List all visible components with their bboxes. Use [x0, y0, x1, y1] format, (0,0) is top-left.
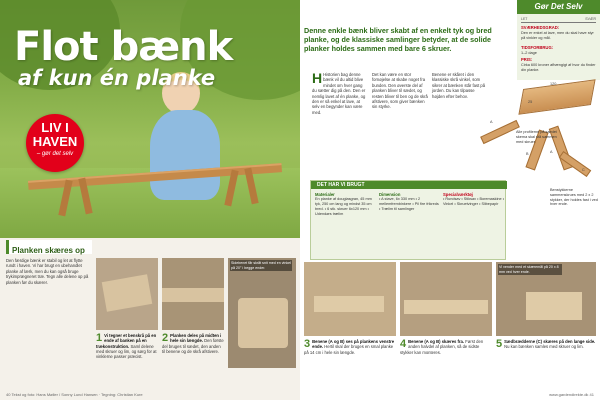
right-page: Denne enkle bænk bliver skabt af en enkelt tyk og bred planke, og de klassiske samlinger betyder, at de solide planker holdes sammen med bare 6 skruer. H Historien bag denne bænk vil du altid blive mindet om hver gang du sætter dig på den. Den er nemlig lavet af én planke, og den er så enkel at lave, at selv en begynder kan være med. Det kan være en stor fornøjelse at skabe noget fra bunden. Den øverste del af planken bliver til sædet, og resten bliver til ben og de skrå afstivere, som giver bænken sin styrke. Benene er skåret i den klassiske skrå vinkel, som sikrer at bænken står fast på jorden. Du kan tilpasse højden efter behov. Gør Det Selv LET SVÆR SVÆRHEDSGRAD: Den er enkel at lave, men du skal have styr på vinkler og mål. TIDSFORBRUG: 1–2 dage PRIS: Cirka 600 kroner afhængigt af hvor du finder din planke. 120 25 A B A C Alle profilerne på samlet skema skal stå sammen med skruer. Benstykkerne sammenskrues med 2 x 2 stykker, der holdes fast i ved hver ende. DET HAR VI BRUGT Materialer En planke af douglasgran, 45 mm tyk, 250 cm lang og mindst 35 cm bred. • 6 stk. skruer 6x120 mm • Udendørs trælim Dimension • A stave, 6x 330 mm • 2 mellemfrembinkere • Pil fire frikreds • Trælim til samlinger Specialværktøj • Rundsav • Stiksav • Boremaskine • Vinkel • Skruetvinger • Slibepapir 3 Benene (A og B) ses på plankens venstre ende. Hertil skal der bruges en smal planke på 14 cm i hele sin længde. 4 Benene (A og B) skæres fra. Først den anden halvdel af planken, så de sidste stykker kan monteres. Vi vender med et skæremål på 20 x 8 mm ved hver ende. 5 Sædbrædderne (C) skæres på den lange side. Nu kan bænken samles med skruer og lim. www.gardendirekte.dk 41 — [300, 0, 600, 400]
time-info: TIDSFORBRUG: 1–2 dage — [521, 45, 554, 55]
section-title: Planken skæres op — [6, 240, 92, 254]
tools-col: Specialværktøj • Rundsav • Stiksav • Boremaskine • Vinkel • Skruetvinger • Slibepapir — [443, 192, 505, 206]
step-2: 2 Planken deles på midten i hele sin længde. Den første del bruges til sædet, den anden til benene og de skrå afstivere. — [162, 258, 224, 386]
step-4-photo — [400, 262, 492, 336]
intro-text: Den færdige bænk er stabil og let at flytte rundt i haven. Vi har brugt en ubehandlet planke af lærk, men du kan også bruge trykimprægneret træ. Tegn alle delene op på planken før du skærer. — [6, 258, 89, 285]
step-5-photo: Vi vender med et skæremål på 20 x 8 mm ved hver ende. — [496, 262, 596, 336]
step-1-photo — [96, 258, 158, 330]
sidebar-tag: Gør Det Selv — [517, 0, 600, 14]
diagram-note-1: Alle profilerne på samlet skema skal stå sammen med skruer. — [516, 130, 557, 144]
diagram-note-2: Benstykkerne sammenskrues med 2 x 2 stykker, der holdes fast i ved hver ende. — [550, 188, 598, 207]
section-badge: LIV I HAVEN – gør det selv — [26, 114, 84, 172]
body-column-1: H Historien bag denne bænk vil du altid blive mindet om hver gang du sætter dig på den. Den er nemlig lavet af én planke, og den er så enkel at lave, at selv en begynder kan være med. — [312, 70, 366, 115]
step-4: 4 Benene (A og B) skæres fra. Først den anden halvdel af planken, så de sidste stykker kan monteres. — [400, 262, 492, 390]
step-3: 3 Benene (A og B) ses på plankens venstre ende. Hertil skal der bruges en smal planke på 14 cm i hele sin længde. — [304, 262, 396, 390]
body-column-2: Det kan være en stor fornøjelse at skabe noget fra bunden. Den øverste del af planken bliver til sædet, og resten bliver til ben og de skrå afstivere, som giver bænken sin styrke. — [372, 72, 428, 110]
headline: Flot bænk — [14, 24, 233, 70]
materials-box — [310, 180, 506, 260]
hero-photo — [0, 0, 300, 238]
step-5: Vi vender med et skæremål på 20 x 8 mm ved hver ende. 5 Sædbrædderne (C) skæres på den lange side. Nu kan bænken samles med skruer og lim. — [496, 262, 596, 390]
price-info: PRIS: Cirka 600 kroner afhængigt af hvor du finder din planke. — [521, 57, 596, 72]
step-3-photo — [304, 262, 396, 336]
step-2-photo — [162, 258, 224, 330]
subhead: af kun én planke — [18, 66, 216, 90]
dimension-col: Dimension • A stave, 6x 330 mm • 2 mellemfrembinkere • Pil fire frikreds • Trælim til samlinger — [379, 192, 439, 211]
info-sidebar — [517, 0, 600, 80]
body-column-3: Benene er skåret i den klassiske skrå vinkel, som sikrer at bænken står fast på jorden. Du kan tilpasse højden efter behov. — [432, 72, 486, 99]
materials-col: Materialer En planke af douglasgran, 45 mm tyk, 250 cm lang og mindst 35 cm bred. • 6 stk. skruer 6x120 mm • Udendørs trælim — [315, 192, 372, 216]
right-folio: www.gardendirekte.dk 41 — [549, 392, 594, 397]
step-1: 1 Vi tegner et benskrå på en ende af banken på en trækonstruktion. Saml delene med skruer og lim, og sørg for at vinklerne passer præcist. — [96, 258, 158, 386]
step-overlay-photo: Sidebenet får skråt snit med en vinkel på 20° i begge ender. — [228, 258, 296, 386]
difficulty-info: SVÆRHEDSGRAD: Den er enkel at lave, men du skal have styr på vinkler og mål. — [521, 25, 594, 40]
left-folio: 40 Tekst og foto: Hans Møller / Sonny Lund Hansen · Tegning: Christian Kure — [6, 392, 143, 397]
materials-title: DET HAR VI BRUGT — [311, 181, 507, 189]
lede: Denne enkle bænk bliver skabt af en enkelt tyk og bred planke, og de klassiske samlinger betyder, at de solide planker holdes sammen med bare 6 skruer. — [304, 26, 492, 54]
difficulty-scale: LET SVÆR — [521, 17, 596, 21]
